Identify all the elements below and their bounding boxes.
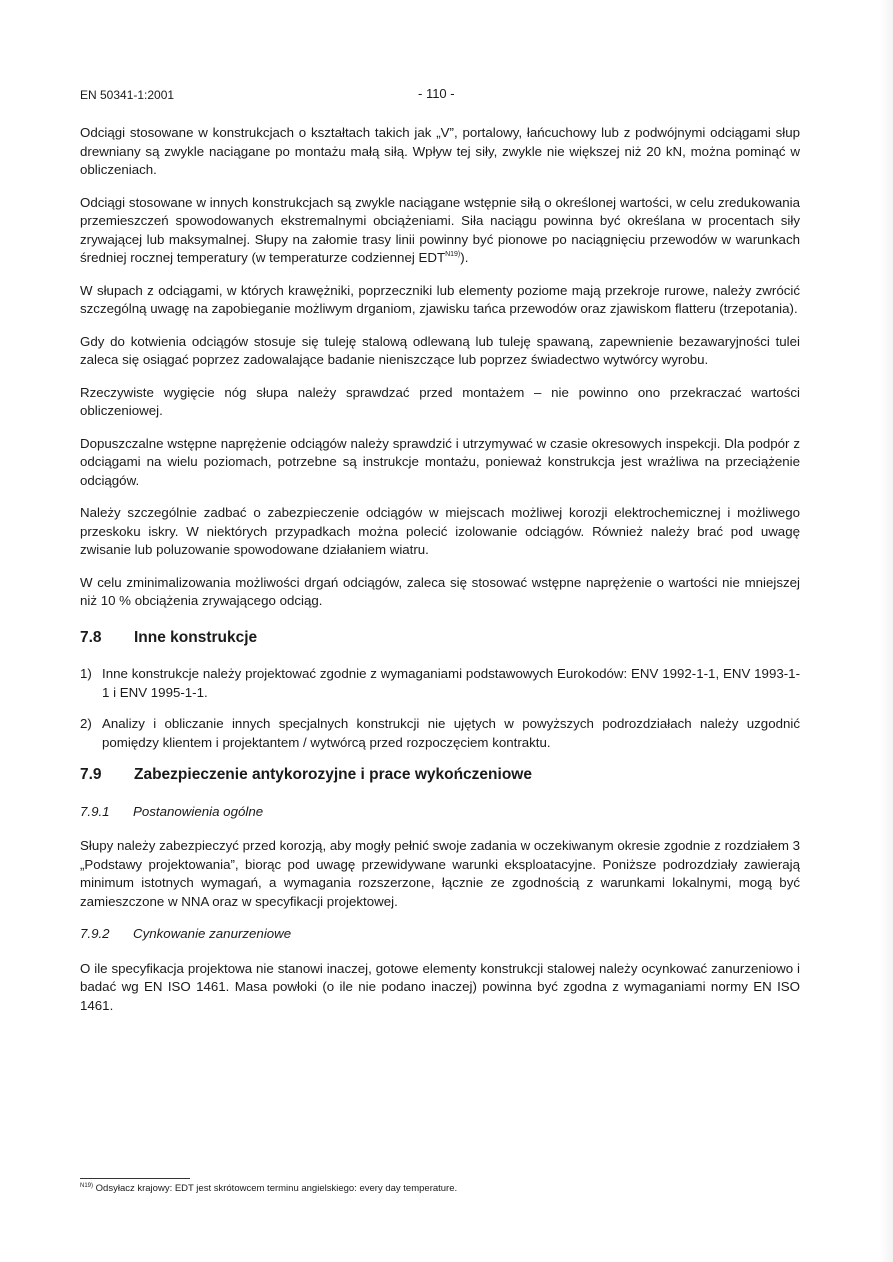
paragraph [80,194,800,268]
paragraph: Odciągi stosowane w konstrukcjach o kształtach takich jak „V”, portalowy, łańcuchowy lub z podwójnymi odciągami słup drewniany są zwykle naciągane po montażu małą siłą. Wpływ tej siły, zwykle nie większej niż 20 kN, można pominąć w obliczeniach. [80,125,800,177]
scan-edge-shadow [879,0,893,1262]
subsection-number: 7.9.2 [80,926,110,941]
list-item [80,665,800,702]
subsection-title: Postanowienia ogólne [133,803,264,819]
list-item-marker: 1) [80,666,92,681]
footnote-text: Odsyłacz krajowy: EDT jest skrótowcem terminu angielskiego: every day temperature. [95,1183,458,1194]
document-body [80,124,800,1029]
list-item-text: Inne konstrukcje należy projektować zgodnie z wymaganiami podstawowych Eurokodów: ENV 1992-1-1, ENV 1993-1-1 i ENV 1995-1-1. [102,666,800,700]
paragraph: W celu zminimalizowania możliwości drgań odciągów, zaleca się stosować wstępne naprężenie o wartości nie mniejszej niż 10 % obciążenia zrywającego odciąg. [80,574,800,608]
paragraph: Dopuszczalne wstępne naprężenie odciągów należy sprawdzić i utrzymywać w czasie okresowych inspekcji. Dla podpór z odciągami na wielu poziomach, potrzebne są instrukcje montażu, ponieważ konstrukcja jest wrażliwa na przeciążenie odciągów. [80,435,800,488]
paragraph: Gdy do kotwienia odciągów stosuje się tuleję stalową odlewaną lub tuleję spawaną, zapewnienie bezawaryjności tulei zaleca się osiągać poprzez zadowalające badanie nieniszczące lub poprzez świadectwo wytwórcy wyrobu. [80,333,800,367]
section-heading-7-9 [80,766,800,785]
section-number: 7.8 [80,628,102,646]
paragraph: Rzeczywiste wygięcie nóg słupa należy sprawdzać przed montażem – nie powinno ono przekraczać wartości obliczeniowej. [80,384,800,418]
section-number: 7.9 [80,766,102,783]
list-item-text: Analizy i obliczanie innych specjalnych konstrukcji nie ujętych w powyższych podrozdziałach należy uzgodnić pomiędzy klientem i projektantem / wytwórcą przed rozpoczęciem kontraktu. [102,716,800,750]
footnote-reference: N19) [445,251,461,258]
section-title: Inne konstrukcje [134,628,258,646]
list-item [80,715,800,752]
subsection-heading-7-9-2 [80,925,800,944]
standard-number: EN 50341-1:2001 [80,88,175,102]
paragraph: O ile specyfikacja projektowa nie stanowi inaczej, gotowe elementy konstrukcji stalowej należy ocynkować zanurzeniowo i badać wg EN ISO 1461. Masa powłoki (o ile nie podano inaczej) powinna być zgodna z wymaganiami normy EN ISO 1461. [80,960,800,1013]
page-number: - 110 - [418,86,455,101]
section-title: Zabezpieczenie antykorozyjne i prace wykończeniowe [134,766,532,783]
paragraph-text-end: ). [460,250,469,265]
numbered-list [80,665,800,752]
footnote [80,1183,457,1194]
list-item-marker: 2) [80,716,92,731]
paragraph-text: Odciągi stosowane w innych konstrukcjach są zwykle naciągane wstępnie siłą o określonej wartości, w celu zredukowania przemieszczeń spowodowanych ekstremalnymi obciążeniami. Siła naciągu powinna być określana w procentach siły zrywającej lub maksymalnej. Słupy na załomie trasy linii powinny być pionowe po naciągnięciu przewodów w warunkach średniej rocznej temperatury (w temperaturze codziennej EDT [80,194,800,265]
subsection-title: Cynkowanie zanurzeniowe [133,926,292,941]
footnote-mark: N19) [80,1183,94,1189]
subsection-heading-7-9-1 [80,803,800,822]
paragraph: Słupy należy zabezpieczyć przed korozją, aby mogły pełnić swoje zadania w oczekiwanym okresie zgodnie z rozdziałem 3 „Podstawy projektowania”, biorąc pod uwagę przewidywane warunki eksploatacyjne. Poniższe podrozdziały zawierają minimum istotnych wymagań, a wymagania rozszerzone, łącznie ze zgodnością z warunkami lokalnymi, mogą być zamieszczone w NNA oraz w specyfikacji projektowej. [80,838,800,909]
section-heading-7-8 [80,629,800,648]
subsection-number: 7.9.1 [80,803,110,819]
paragraph: W słupach z odciągami, w których krawężniki, poprzeczniki lub elementy poziome mają przekroje rurowe, należy zwrócić szczególną uwagę na zapobieganie możliwym drganiom, zjawisku tańca przewodów oraz zjawiskom flatteru (trzepotania). [80,282,800,316]
paragraph: Należy szczególnie zadbać o zabezpieczenie odciągów w miejscach możliwej korozji elektrochemicznej i możliwego przeskoku iskry. W niektórych przypadkach można polecić izolowanie odciągów. Również należy brać pod uwagę zwisanie lub poluzowanie spowodowane działaniem wiatru. [80,505,800,557]
footnote-divider [80,1178,190,1179]
page-header [80,88,800,106]
